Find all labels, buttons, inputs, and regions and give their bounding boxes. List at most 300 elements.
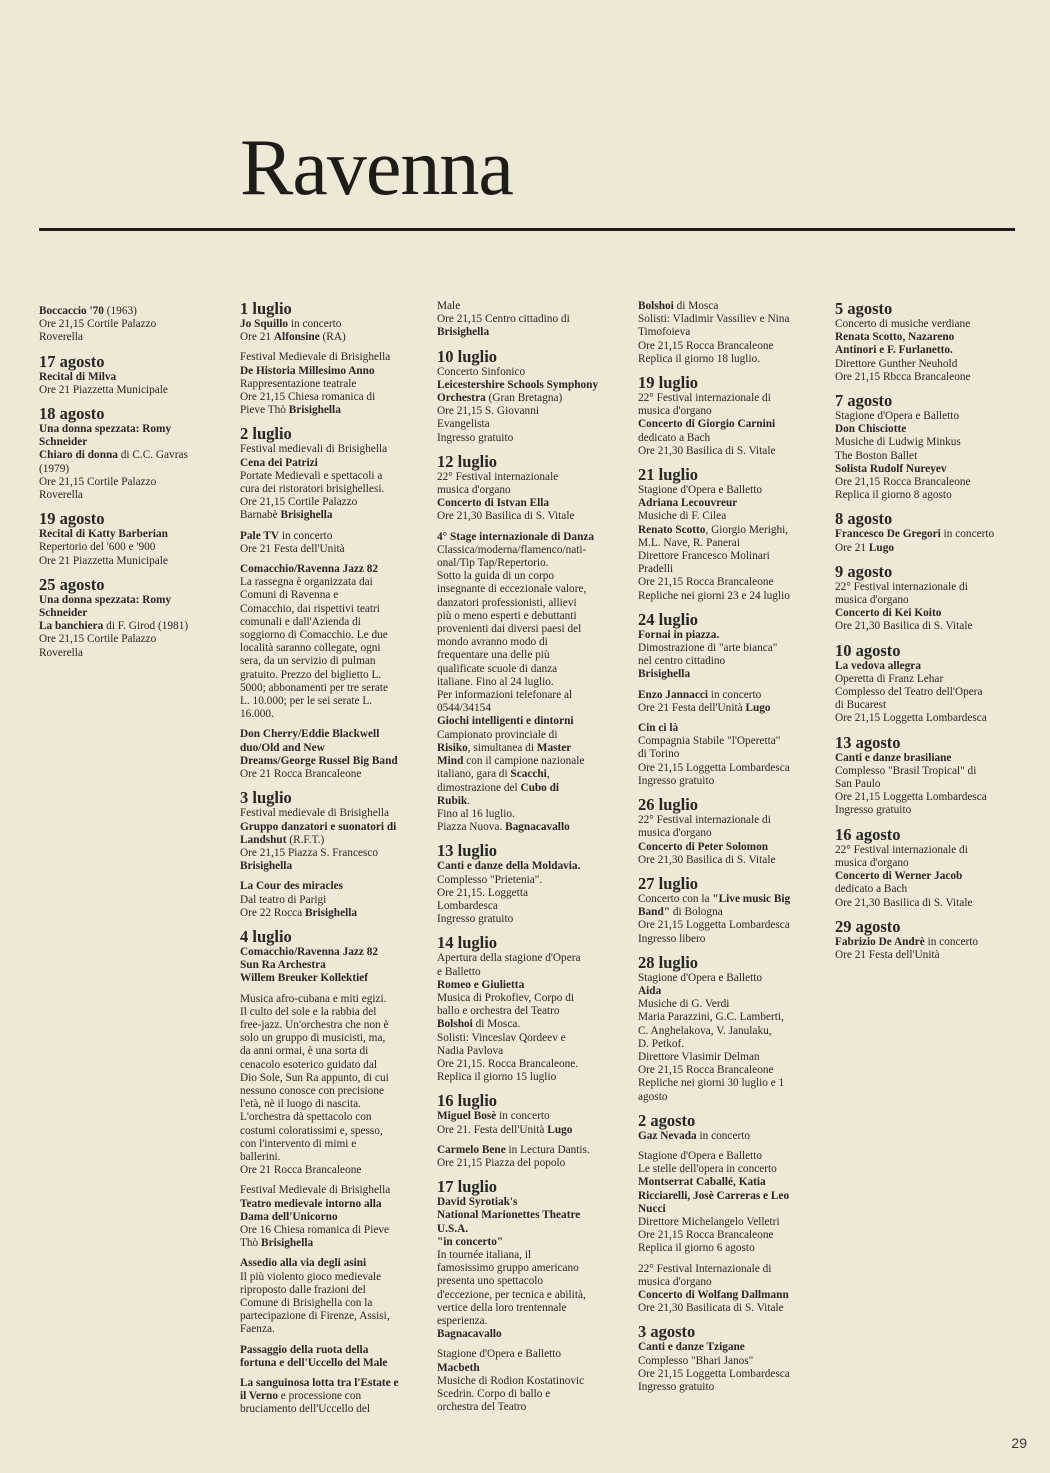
entry-line xyxy=(39,541,224,554)
entry-line xyxy=(437,1401,617,1414)
entry-line xyxy=(638,893,818,906)
plain-text: Le stelle dell'opera in concerto xyxy=(638,1163,777,1176)
plain-text: 22° Festival internazionale di xyxy=(835,580,968,593)
entry-line xyxy=(638,1064,818,1077)
bold-text: Concerto di Istvan Ella xyxy=(437,497,550,510)
bold-text: Brisighella xyxy=(280,509,333,522)
entry-line xyxy=(638,972,818,985)
bold-text: Una donna spezzata: Romy xyxy=(39,423,172,436)
entry-line xyxy=(240,629,423,642)
entry-line xyxy=(437,821,617,834)
entry-line xyxy=(835,344,1017,357)
entry-line xyxy=(437,1071,617,1084)
entry-line xyxy=(240,1184,423,1197)
entry-line xyxy=(437,768,617,781)
plain-text: dedicato a Bach xyxy=(638,431,711,444)
event-entry xyxy=(638,972,818,1104)
event-date: 12 luglio xyxy=(437,451,498,471)
plain-text: presenta uno spettacolo xyxy=(437,1275,544,1288)
plain-text: ballo e orchestra del Teatro xyxy=(437,1005,560,1018)
plain-text: con il campione nazionale xyxy=(463,755,585,768)
entry-line xyxy=(39,607,224,620)
entry-line xyxy=(240,331,423,344)
entry-line xyxy=(638,1130,818,1143)
bold-text: La Cour des miracles xyxy=(240,880,344,893)
plain-text: Evangelista xyxy=(437,418,490,431)
plain-text: 22° Festival internazionale di xyxy=(638,392,771,405)
plain-text: Ore 21,15 Loggetta Lombardesca xyxy=(835,712,987,725)
entry-line xyxy=(638,827,818,840)
bold-text: Brisighella xyxy=(437,326,490,339)
entry-line xyxy=(638,537,818,550)
entry-line xyxy=(835,791,1017,804)
entry-line xyxy=(240,1257,423,1270)
entry-line xyxy=(437,1045,617,1058)
plain-text: Ingresso libero xyxy=(638,932,706,945)
bold-text: Concerto di Wolfang Dallmann xyxy=(638,1288,789,1301)
entry-line xyxy=(240,972,423,985)
entry-line xyxy=(835,620,1017,633)
plain-text: Concerto con la xyxy=(638,892,713,905)
event-entry xyxy=(240,1257,423,1336)
entry-line xyxy=(437,1289,617,1302)
entry-line xyxy=(39,384,224,397)
bold-text: il Verno xyxy=(240,1390,278,1403)
entry-line xyxy=(437,300,617,313)
entry-line xyxy=(835,436,1017,449)
plain-text: Solisti: Vinceslav Qordeev e xyxy=(437,1031,566,1044)
event-entry xyxy=(835,844,1017,910)
plain-text: costumi coloratissimi e, spesso, xyxy=(240,1124,383,1137)
entry-line xyxy=(835,489,1017,502)
plain-text: Ore 21. Festa dell'Unità xyxy=(437,1123,548,1136)
bold-text: Canti e danze della Moldavia. xyxy=(437,860,581,873)
plain-text: Sotto la guida di un corpo xyxy=(437,570,555,583)
plain-text: Replica il giorno 18 luglio. xyxy=(638,352,761,365)
entry-line xyxy=(835,423,1017,436)
bold-text: Miguel Bosè xyxy=(437,1110,497,1123)
plain-text: Rappresentazione teatrale xyxy=(240,377,357,390)
plain-text: di Mosca xyxy=(673,300,719,312)
plain-text: Musiche di F. Cilea xyxy=(638,510,727,523)
plain-text: Direttore Francesco Molinari xyxy=(638,550,770,563)
entry-line xyxy=(437,1315,617,1328)
event-date: 5 agosto xyxy=(835,299,893,318)
plain-text: Male xyxy=(437,300,461,312)
event-entry xyxy=(39,594,224,660)
entry-line xyxy=(835,673,1017,686)
entry-line xyxy=(39,318,224,331)
entry-line xyxy=(437,597,617,610)
entry-line xyxy=(39,620,224,633)
entry-line xyxy=(240,946,423,959)
entry-line xyxy=(39,555,224,568)
plain-text: Ingresso gratuito xyxy=(638,1381,715,1393)
entry-line xyxy=(638,1011,818,1024)
plain-text: Thò xyxy=(240,1237,262,1250)
entry-line xyxy=(240,603,423,616)
entry-line xyxy=(437,557,617,570)
entry-line xyxy=(835,331,1017,344)
bold-text: Recital di Milva xyxy=(39,370,117,383)
plain-text: Maria Parazzini, G.C. Lamberti, xyxy=(638,1011,784,1024)
entry-line xyxy=(638,300,818,313)
event-entry xyxy=(638,1130,818,1143)
entry-line xyxy=(39,436,224,449)
bold-text: Brisighella xyxy=(638,668,691,681)
plain-text: e Balletto xyxy=(437,965,481,978)
entry-line xyxy=(437,1157,617,1170)
entry-line xyxy=(638,1091,818,1104)
event-entry xyxy=(638,629,818,682)
entry-line xyxy=(437,636,617,649)
plain-text: (Gran Bretagna) xyxy=(485,392,563,405)
page-number: 29 xyxy=(1011,1435,1027,1451)
plain-text: Ore 21,15 Centro cittadino di xyxy=(437,313,570,326)
entry-line xyxy=(437,510,617,523)
plain-text: The Boston Ballet xyxy=(835,449,918,462)
event-entry xyxy=(240,1377,423,1417)
entry-line xyxy=(437,1018,617,1031)
plain-text: Apertura della stagione d'Opera xyxy=(437,952,581,965)
entry-line xyxy=(638,735,818,748)
entry-line xyxy=(835,581,1017,594)
bold-text: Enzo Jannacci xyxy=(638,688,708,701)
entry-line xyxy=(240,1323,423,1336)
entry-line xyxy=(638,432,818,445)
entry-line xyxy=(240,1198,423,1211)
bold-text: Teatro medievale intorno alla xyxy=(240,1197,382,1210)
bold-text: Nucci xyxy=(638,1202,666,1215)
entry-line xyxy=(638,814,818,827)
plain-text: , Giorgio Merighi, xyxy=(705,523,789,536)
entry-line xyxy=(437,1209,617,1222)
plain-text: Ore 21,30 Basilicata di S. Vitale xyxy=(638,1302,784,1315)
plain-text: località saranno collegate, ogni xyxy=(240,642,381,655)
plain-text: 22° Festival internazionale xyxy=(437,470,559,483)
plain-text: Ore 21,30 Basilica di S. Vitale xyxy=(437,510,575,523)
plain-text: e processione con xyxy=(277,1390,362,1403)
bold-text: Fabrizio De Andrè xyxy=(835,935,925,948)
bold-text: Brisighella xyxy=(304,906,358,919)
entry-line xyxy=(835,607,1017,620)
entry-line xyxy=(638,1381,818,1394)
event-date: 17 agosto xyxy=(39,351,105,371)
plain-text: Ore 21,30 Basilica di S. Vitale xyxy=(835,620,973,633)
entry-line xyxy=(835,410,1017,423)
entry-line xyxy=(437,313,617,326)
entry-line xyxy=(638,405,818,418)
bold-text: Renato Scotto xyxy=(638,523,706,536)
entry-line xyxy=(240,959,423,972)
event-entry xyxy=(240,880,423,920)
bold-text: Alfonsine xyxy=(273,331,320,344)
plain-text: Ore 21 Festa dell'Unità xyxy=(240,542,345,555)
entry-line xyxy=(437,1058,617,1071)
entry-line xyxy=(638,1216,818,1229)
plain-text: l'età, nè il luogo di nascita. xyxy=(240,1098,361,1111)
plain-text: Concerto Sinfonico xyxy=(437,365,526,378)
event-entry xyxy=(39,371,224,397)
plain-text: nel centro cittadino xyxy=(638,655,726,668)
entry-line xyxy=(835,844,1017,857)
event-entry xyxy=(240,993,423,1178)
entry-line xyxy=(240,1357,423,1370)
plain-text: 0544/34154 xyxy=(437,702,491,715)
entry-line xyxy=(437,392,617,405)
entry-line xyxy=(39,423,224,436)
plain-text: Ore 21 Festa dell'Unità xyxy=(638,701,746,714)
entry-line xyxy=(240,1125,423,1138)
plain-text: Complesso "Brasil Tropical" di xyxy=(835,764,977,777)
entry-line xyxy=(240,1271,423,1284)
entry-line xyxy=(638,998,818,1011)
event-entry xyxy=(638,689,818,715)
entry-line xyxy=(240,880,423,893)
entry-line xyxy=(638,1163,818,1176)
entry-line xyxy=(240,1237,423,1250)
plain-text: Lombardesca xyxy=(437,899,498,912)
entry-line xyxy=(240,443,423,456)
plain-text: Ore 21,15 Rocca Brancaleone xyxy=(638,1229,774,1242)
bold-text: Francesco De Gregori xyxy=(835,528,941,541)
event-entry xyxy=(240,728,423,781)
entry-line xyxy=(638,762,818,775)
plain-text: Ore 21,30 Basilica di S. Vitale xyxy=(835,896,973,909)
plain-text: comunali e dall'Azienda di xyxy=(240,615,361,628)
event-date: 28 luglio xyxy=(638,952,699,972)
entry-line xyxy=(437,676,617,689)
entry-line xyxy=(835,752,1017,765)
entry-line xyxy=(437,729,617,742)
event-entry xyxy=(240,1184,423,1250)
entry-line xyxy=(835,542,1017,555)
plain-text: Roverella xyxy=(39,331,83,344)
entry-line xyxy=(240,755,423,768)
event-entry xyxy=(638,814,818,867)
event-entry xyxy=(437,531,617,835)
entry-line xyxy=(437,1275,617,1288)
bold-text: Dreams/George Russel Big Band xyxy=(240,754,398,767)
plain-text: Repliche nei giorni 30 luglio e 1 xyxy=(638,1077,785,1090)
plain-text: Ore 21 Rocca Brancaleone xyxy=(240,1164,362,1177)
event-entry xyxy=(437,471,617,524)
entry-line xyxy=(240,1390,423,1403)
entry-line xyxy=(437,1249,617,1262)
entry-line xyxy=(835,594,1017,607)
plain-text: Ore 21 Piazzetta Municipale xyxy=(39,554,168,567)
event-entry xyxy=(437,300,617,340)
plain-text: Compagnia Stabile "l'Operetta" xyxy=(638,735,781,748)
entry-line xyxy=(240,563,423,576)
entry-line xyxy=(240,496,423,509)
plain-text: Barnabè xyxy=(240,509,281,522)
plain-text: Replica il giorno 6 agosto xyxy=(638,1242,755,1255)
plain-text: Classica/moderna/flamenco/nati- xyxy=(437,543,587,556)
plain-text: in concerto xyxy=(279,529,333,542)
entry-line xyxy=(240,860,423,873)
plain-text: Repliche nei giorni 23 e 24 luglio xyxy=(638,589,790,602)
event-entry xyxy=(437,860,617,926)
plain-text: Ore 21,15 Piazza S. Francesco xyxy=(240,846,379,859)
entry-line xyxy=(638,524,818,537)
entry-line xyxy=(638,445,818,458)
plain-text: (R.F.T.) xyxy=(286,833,325,846)
entry-line xyxy=(638,689,818,702)
entry-line xyxy=(240,391,423,404)
entry-line xyxy=(638,1276,818,1289)
entry-line xyxy=(437,484,617,497)
entry-line xyxy=(240,509,423,522)
entry-line xyxy=(638,1263,818,1276)
bold-text: Canti e danze Tzigane xyxy=(638,1341,745,1354)
entry-line xyxy=(437,623,617,636)
entry-line xyxy=(240,1032,423,1045)
bold-text: Gaz Nevada xyxy=(638,1129,697,1142)
entry-line xyxy=(240,530,423,543)
entry-line xyxy=(437,755,617,768)
bold-text: Macbeth xyxy=(437,1361,480,1374)
event-date: 16 agosto xyxy=(835,824,901,844)
plain-text: musica d'organo xyxy=(638,1275,712,1288)
entry-line xyxy=(240,642,423,655)
entry-line xyxy=(437,689,617,702)
bold-text: Solista Rudolf Nureyev xyxy=(835,462,947,475)
event-date: 26 luglio xyxy=(638,795,699,815)
entry-line xyxy=(835,463,1017,476)
plain-text: da anni ormai, è una sorta di xyxy=(240,1045,369,1058)
column-2 xyxy=(240,300,423,1424)
bold-text: Pale TV xyxy=(240,529,280,542)
plain-text: Ore 21,15 Rocca Brancaleone xyxy=(638,576,774,589)
plain-text: Ore 21,15 Rocca Brancaleone xyxy=(638,339,774,352)
plain-text: soggiorno di Comacchio. Le due xyxy=(240,629,388,642)
entry-line xyxy=(835,949,1017,962)
entry-line xyxy=(638,550,818,563)
bold-text: Band" xyxy=(638,906,671,919)
plain-text: d'eccezione, per tecnica e abilità, xyxy=(437,1288,586,1301)
event-date: 29 agosto xyxy=(835,916,901,936)
bold-text: Recital di Katty Barberian xyxy=(39,528,168,541)
plain-text: , simultanea di xyxy=(467,741,537,754)
plain-text: Piazza Nuova. xyxy=(437,821,506,834)
plain-text: Festival Medievale di Brisighella xyxy=(240,351,391,364)
entry-line xyxy=(437,1302,617,1315)
event-entry xyxy=(240,318,423,344)
plain-text: M.L. Nave, R. Panerai xyxy=(638,536,740,549)
event-date: 8 agosto xyxy=(835,509,893,529)
plain-text: Festival medievali di Brisighella xyxy=(240,443,388,456)
plain-text: cura dei ristoratori brisighellesi. xyxy=(240,483,385,496)
plain-text: 16.000. xyxy=(240,708,274,721)
bold-text: Cena dei Patrizi xyxy=(240,456,318,469)
plain-text: Ore 21,15 Rbcca Brancaleone xyxy=(835,370,971,383)
bold-text: Lugo xyxy=(745,701,771,714)
entry-line xyxy=(835,936,1017,949)
bold-text: 4° Stage internazionale di Danza xyxy=(437,530,595,543)
entry-line xyxy=(835,804,1017,817)
plain-text: sera, da un servizio di pulman xyxy=(240,655,376,668)
plain-text: vertice della loro trentennale xyxy=(437,1301,567,1314)
entry-line xyxy=(638,748,818,761)
bold-text: Concerto di Werner Jacob xyxy=(835,870,963,883)
entry-line xyxy=(437,405,617,418)
entry-line xyxy=(240,1224,423,1237)
event-entry xyxy=(638,1341,818,1394)
bold-text: fortuna e dell'Uccello del Male xyxy=(240,1356,388,1369)
plain-text: D. Petkof. xyxy=(638,1037,685,1050)
plain-text: esperienza. xyxy=(437,1315,488,1327)
entry-line xyxy=(240,1297,423,1310)
bold-text: Don Chisciotte xyxy=(835,423,907,436)
entry-line xyxy=(240,821,423,834)
column-5 xyxy=(835,300,1017,969)
entry-line xyxy=(437,742,617,755)
plain-text: , xyxy=(546,768,550,781)
plain-text: Ore 21 Festa dell'Unità xyxy=(835,948,940,961)
event-entry xyxy=(638,1150,818,1256)
plain-text: di Mosca. xyxy=(472,1018,521,1031)
bold-text: La vedova allegra xyxy=(835,659,921,672)
event-entry xyxy=(240,351,423,417)
event-date: 13 agosto xyxy=(835,732,901,752)
plain-text: Ore 21,15. Rocca Brancaleone. xyxy=(437,1057,579,1070)
entry-line xyxy=(240,1045,423,1058)
entry-line xyxy=(240,1211,423,1224)
entry-line xyxy=(240,1019,423,1032)
entry-line xyxy=(240,378,423,391)
bold-text: Comacchio/Ravenna Jazz 82 xyxy=(240,563,379,576)
plain-text: in concerto xyxy=(288,318,342,330)
plain-text: Roverella xyxy=(39,489,83,502)
plain-text: Ore 21,15 Chiesa romanica di xyxy=(240,391,376,404)
entry-line xyxy=(835,358,1017,371)
event-date: 18 agosto xyxy=(39,404,105,424)
entry-line xyxy=(638,722,818,735)
entry-line xyxy=(638,1302,818,1315)
entry-line xyxy=(638,313,818,326)
event-date: 2 agosto xyxy=(638,1110,696,1130)
bold-text: Mind xyxy=(437,755,464,768)
entry-line xyxy=(39,449,224,462)
plain-text: Stagione d'Opera e Balletto xyxy=(638,971,763,984)
event-entry xyxy=(437,952,617,1084)
event-entry xyxy=(240,946,423,986)
bold-text: Canti e danze brasiliane xyxy=(835,751,952,764)
plain-text: gratuito. Prezzo del biglietto L. xyxy=(240,668,382,681)
entry-line xyxy=(437,610,617,623)
event-entry xyxy=(240,1344,423,1370)
entry-line xyxy=(638,906,818,919)
plain-text: Musiche di Rodion Kostatinovic xyxy=(437,1374,585,1387)
entry-line xyxy=(240,1344,423,1357)
plain-text: provenienti dai diversi paesi del xyxy=(437,623,582,636)
bold-text: Concerto di Kei Koito xyxy=(835,607,942,620)
plain-text: Ore 21 Rocca Brancaleone xyxy=(240,768,362,781)
entry-line xyxy=(437,715,617,728)
bold-text: Una donna spezzata: Romy xyxy=(39,593,172,606)
plain-text: dedicato a Bach xyxy=(835,883,908,896)
bold-text: Bagnacavallo xyxy=(505,821,570,834)
plain-text: Ore 21,15 Loggetta Lombardesca xyxy=(638,761,790,774)
entry-line xyxy=(240,1098,423,1111)
plain-text: più o meno esperti e debuttanti xyxy=(437,609,577,622)
plain-text: L'orchestra dà spettacolo con xyxy=(240,1111,372,1124)
entry-line xyxy=(638,841,818,854)
bold-text: Aida xyxy=(638,984,662,997)
entry-line xyxy=(240,728,423,741)
entry-line xyxy=(39,528,224,541)
